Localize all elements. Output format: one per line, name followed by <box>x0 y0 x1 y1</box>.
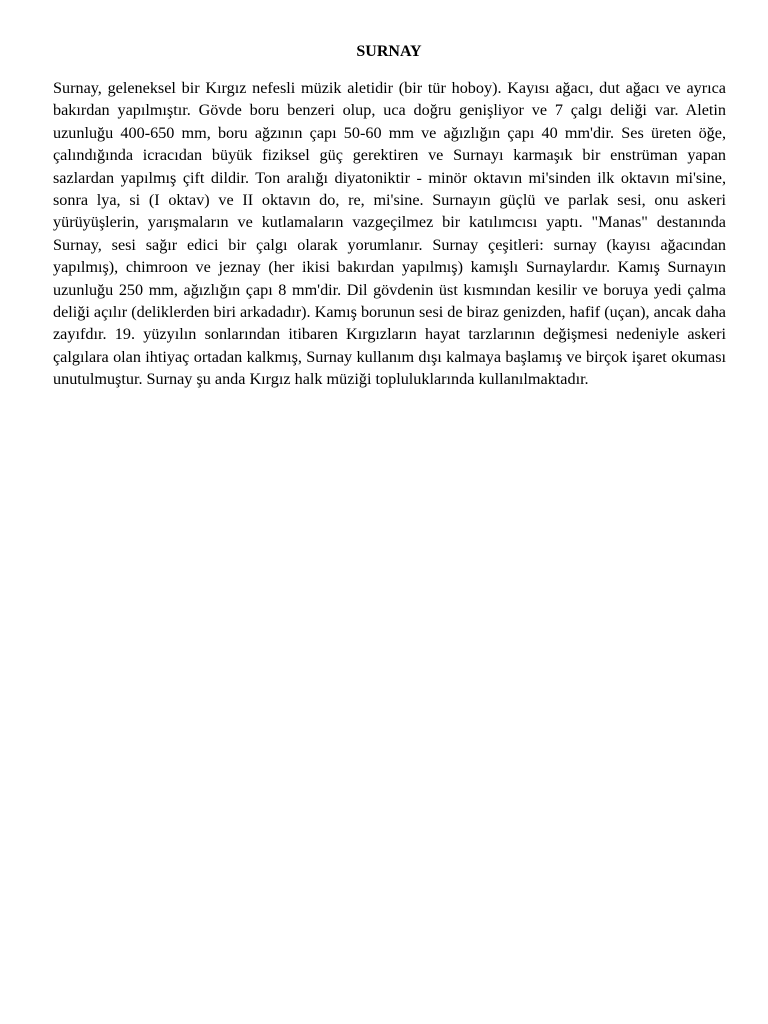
document-title: SURNAY <box>356 43 422 60</box>
document-body-paragraph: Surnay, geleneksel bir Kırgız nefesli müzik aletidir (bir tür hoboy). Kayısı ağacı, dut ağacı ve ayrıca bakırdan yapılmıştır. Gövde boru benzeri olup, uca doğru genişliyor ve 7 çalgı deliği var. Aletin uzunluğu 400-650 mm, boru ağzının çapı 50-60 mm ve ağızlığın çapı 40 mm'dir. Ses üreten öğe, çalındığında icracıdan büyük fiziksel güç gerektiren ve Surnayı karmaşık bir enstrüman yapan sazlardan yapılmış çift dildir. Ton aralığı diyatoniktir - minör oktavın mi'sinden ilk oktavın mi'sine, sonra lya, si (I oktav) ve II oktavın do, re, mi'sine. Surnayın güçlü ve parlak sesi, onu askeri yürüyüşlerin, yarışmaların ve kutlamaların vazgeçilmez bir katılımcısı yaptı. "Manas" destanında Surnay, sesi sağır edici bir çalgı olarak yorumlanır. Surnay çeşitleri: surnay (kayısı ağacından yapılmış), chimroon ve jeznay (her ikisi bakırdan yapılmış) kamışlı Surnaylardır. Kamış Surnayın uzunluğu 250 mm, ağızlığın çapı 8 mm'dir. Dil gövdenin üst kısmından kesilir ve boruya yedi çalma deliği açılır (deliklerden biri arkadadır). Kamış borunun sesi de biraz genizden, hafif (uçan), ancak daha zayıfdır. 19. yüzyılın sonlarından itibaren Kırgızların hayat tarzlarının değişmesi nedeniyle askeri çalgılara olan ihtiyaç ortadan kalkmış, Surnay kullanım dışı kalmaya başlamış ve birçok işaret okuması unutulmuştur. Surnay şu anda Kırgız halk müziği topluluklarında kullanılmaktadır. <box>53 79 726 389</box>
